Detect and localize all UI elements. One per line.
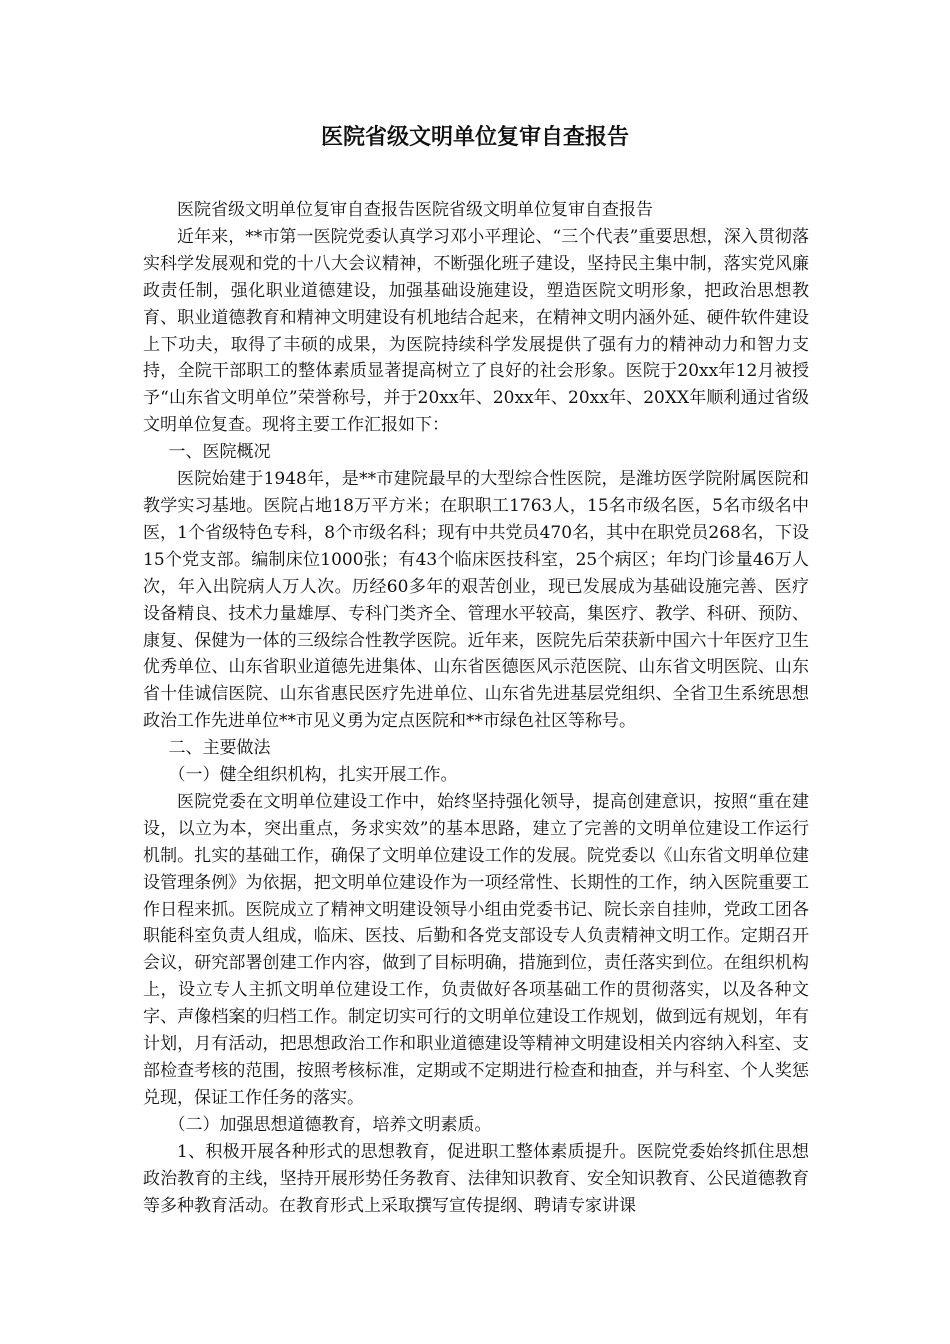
document-body bbox=[143, 197, 809, 1219]
subsection-heading-moral-education: （二）加强思想道德教育，培养文明素质。 bbox=[168, 1114, 492, 1135]
section-heading-main-practices: 二、主要做法 bbox=[168, 738, 271, 759]
section-heading-overview: 一、医院概况 bbox=[168, 442, 271, 463]
paragraph-hospital-overview: 医院始建于1948年，是**市建院最早的大型综合性医院，是潍坊医学院附属医院和教学实习基地。医院占地18万平方米；在职职工1763人，15名市级名医，5名市级名中医，1个省级特色专科，8个市级名科；现有中共党员470名，其中在职党员268名，下设15个党支部。编制床位1000张；有43个临床医技科室，25个病区；年均门诊量46万人次，年入出院病人万人次。历经60多年的艰苦创业，现已发展成为基础设施完善、医疗设备精良、技术力量雄厚、专科门类齐全、管理水平较高，集医疗、教学、科研、预防、康复、保健为一体的三级综合性教学医院。近年来，医院先后荣获新中国六十年医疗卫生优秀单位、山东省职业道德先进集体、山东省医德医风示范医院、山东省文明医院、山东省十佳诚信医院、山东省惠民医疗先进单位、山东省先进基层党组织、全省卫生系统思想政治工作先进单位**市见义勇为定点医院和**市绿色社区等称号。 bbox=[143, 469, 809, 732]
paragraph-repeated-title: 医院省级文明单位复审自查报告医院省级文明单位复审自查报告 bbox=[177, 200, 653, 220]
paragraph-introduction: 近年来，**市第一医院党委认真学习邓小平理论、“三个代表”重要思想，深入贯彻落实科学发展观和党的十八大会议精神，不断强化班子建设，坚持民主集中制，落实党风廉政责任制，强化职业道德建设，加强基础设施建设，塑造医院文明形象，把政治思想教育、职业道德教育和精神文明建设有机地结合起来，在精神文明内涵外延、硬件软件建设上下功夫，取得了丰硕的成果，为医院持续科学发展提供了强有力的精神动力和智力支持，全院干部职工的整体素质显著提高树立了良好的社会形象。医院于20xx年12月被授予“山东省文明单位”荣誉称号，并于20xx年、20xx年、20xx年、20XX年顺利通过省级文明单位复查。现将主要工作汇报如下： bbox=[143, 226, 809, 436]
paragraph-organization: 医院党委在文明单位建设工作中，始终坚持强化领导，提高创建意识，按照“重在建设，以立为本，突出重点，务求实效”的基本思路，建立了完善的文明单位建设工作运行机制。扎实的基础工作，确保了文明单位建设工作的发展。院党委以《山东省文明单位建设管理条例》为依据，把文明单位建设作为一项经常性、长期性的工作，纳入医院重要工作日程来抓。医院成立了精神文明建设领导小组由党委书记、院长亲自挂帅，党政工团各职能科室负责人组成，临床、医技、后勤和各党支部设专人负责精神文明工作。定期召开会议，研究部署创建工作内容，做到了目标明确，措施到位，责任落实到位。在组织机构上，设立专人主抓文明单位建设工作，负责做好各项基础工作的贯彻落实，以及各种文字、声像档案的归档工作。制定切实可行的文明单位建设工作规划，做到远有规划，年有计划，月有活动，把思想政治工作和职业道德建设等精神文明建设相关内容纳入科室、支部检查考核的范围，按照考核标准，定期或不定期进行检查和抽查，并与科室、个人奖惩兑现，保证工作任务的落实。 bbox=[143, 791, 809, 1108]
subsection-heading-organization: （一）健全组织机构，扎实开展工作。 bbox=[168, 765, 458, 786]
paragraph-ideological-education: 1、积极开展各种形式的思想教育，促进职工整体素质提升。医院党委始终抓住思想政治教育的主线，坚持开展形势任务教育、法律知识教育、安全知识教育、公民道德教育等多种教育活动。在教育形式上采取撰写宣传提纲、聘请专家讲课 bbox=[143, 1141, 809, 1216]
document-title: 医院省级文明单位复审自查报告 bbox=[320, 124, 629, 150]
